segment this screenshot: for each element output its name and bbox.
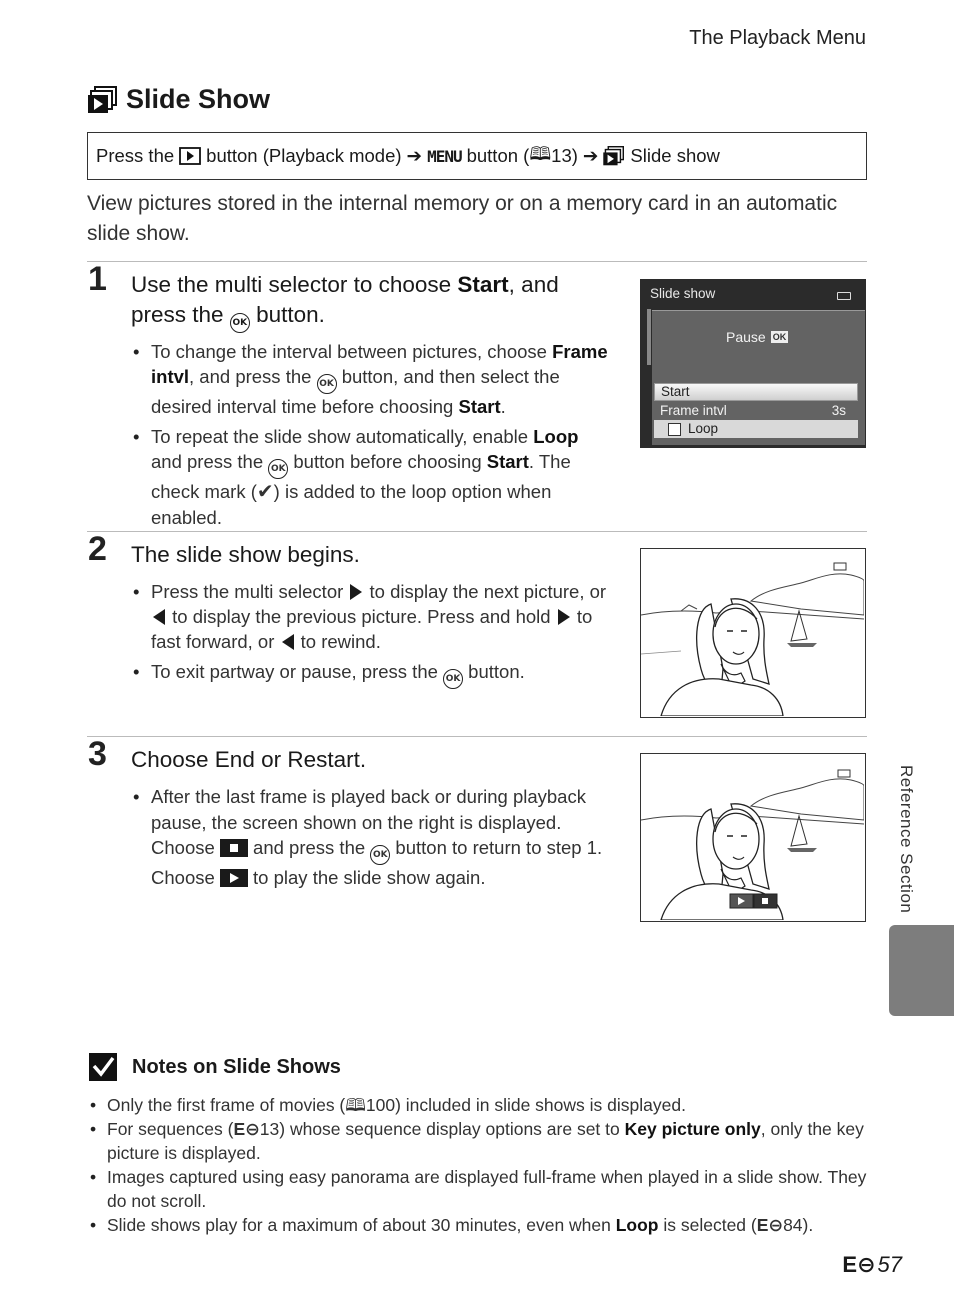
ok-button-icon: OK bbox=[230, 313, 250, 333]
step-2-number: 2 bbox=[88, 530, 107, 568]
list-item: • Images captured using easy panorama are displayed full-frame when played in a slide show. They do not scroll. bbox=[88, 1165, 873, 1213]
path-text-slideshow: Slide show bbox=[630, 145, 720, 166]
screen-menu-panel bbox=[652, 310, 865, 445]
step-3-title: Choose End or Restart. bbox=[131, 747, 367, 772]
ok-button-icon: OK bbox=[443, 669, 463, 689]
list-item: • Press the multi selector to display the next picture, or to display the previous picture. Press and hold to fast forward, or to rewind. bbox=[131, 579, 611, 654]
section-thumb-tab bbox=[889, 925, 954, 1016]
running-header: The Playback Menu bbox=[689, 27, 866, 49]
section-title-text: Slide Show bbox=[126, 84, 271, 114]
battery-icon bbox=[837, 292, 851, 300]
page-number-text: 57 bbox=[877, 1252, 902, 1277]
list-item: • After the last frame is played back or during playback pause, the screen shown on the right is displayed. Choose and press the OK button to return to step 1. Choose to play the slide show again. bbox=[131, 784, 611, 891]
illustration-slideshow-playing bbox=[640, 548, 866, 718]
restart-button-icon bbox=[220, 869, 248, 887]
path-text-button: button ( bbox=[466, 145, 530, 166]
step-2-title: The slide show begins. bbox=[131, 542, 360, 567]
notes-list bbox=[88, 1093, 873, 1237]
ok-button-icon: OK bbox=[317, 374, 337, 394]
list-item: • Only the first frame of movies (🕮100) included in slide shows is displayed. bbox=[88, 1093, 873, 1117]
screen-scroll-tab bbox=[647, 309, 651, 365]
note-check-icon bbox=[88, 1052, 118, 1082]
screen-menu-item-loop[interactable]: Loop bbox=[654, 420, 858, 438]
step-1-number: 1 bbox=[88, 260, 107, 298]
step-2-bullets bbox=[131, 579, 611, 694]
woman-by-lake-illustration bbox=[641, 549, 864, 716]
intro-paragraph: View pictures stored in the internal memory or on a memory card in an automatic slide show. bbox=[87, 192, 838, 245]
ok-box-icon: OK bbox=[772, 332, 787, 342]
screen-menu-item-start[interactable]: Start bbox=[654, 383, 858, 401]
woman-by-lake-illustration bbox=[641, 754, 864, 920]
list-item: • To exit partway or pause, press the OK button. bbox=[131, 659, 611, 689]
right-arrow-icon bbox=[558, 609, 570, 625]
reference-section-icon: E⊖ bbox=[756, 1215, 784, 1235]
notes-title-text: Notes on Slide Shows bbox=[132, 1055, 341, 1078]
section-title bbox=[88, 84, 270, 115]
slide-show-icon bbox=[603, 146, 625, 166]
path-text-playback: button (Playback mode) bbox=[206, 145, 402, 166]
reference-section-icon: E⊖ bbox=[842, 1252, 876, 1277]
step-1-title: Use the multi selector to choose Start, and press the OK button. bbox=[131, 270, 611, 333]
book-ref-icon: 🕮 bbox=[529, 143, 552, 164]
illustration-slideshow-paused bbox=[640, 753, 866, 922]
list-item: • For sequences (E⊖13) whose sequence display options are set to Key picture only, only the key picture is displayed. bbox=[88, 1117, 873, 1165]
path-text-close: ) bbox=[571, 145, 578, 166]
camera-screen-menu bbox=[640, 279, 866, 448]
menu-button-label: MENU bbox=[427, 146, 462, 166]
left-arrow-icon bbox=[282, 634, 294, 650]
page-number bbox=[842, 1252, 902, 1278]
arrow-right-icon: ➔ bbox=[406, 145, 423, 166]
pause-label: Pause OK bbox=[726, 329, 787, 345]
playback-button-icon bbox=[179, 147, 201, 165]
reference-section-icon: E⊖ bbox=[233, 1119, 260, 1139]
path-ref: 13 bbox=[551, 145, 572, 166]
list-item: • To repeat the slide show automatically, enable Loop and press the OK button before choosing Start. The check mark (✔) is added to the loop option when enabled. bbox=[131, 424, 611, 530]
left-arrow-icon bbox=[153, 609, 165, 625]
ok-button-icon: OK bbox=[370, 845, 390, 865]
list-item: • To change the interval between pictures, choose Frame intvl, and press the OK button, and then select the desired interval time before choosing Start. bbox=[131, 339, 611, 419]
arrow-right-icon: ➔ bbox=[582, 145, 599, 166]
end-button-icon bbox=[220, 839, 248, 857]
ok-button-icon: OK bbox=[268, 459, 288, 479]
divider bbox=[87, 261, 867, 262]
step-1-bullets bbox=[131, 339, 611, 535]
side-section-label: Reference Section bbox=[897, 765, 916, 914]
menu-path-box bbox=[87, 132, 867, 180]
slide-show-icon bbox=[88, 86, 118, 114]
list-item: • Slide shows play for a maximum of about 30 minutes, even when Loop is selected (E⊖84). bbox=[88, 1213, 873, 1237]
path-text-press: Press the bbox=[96, 145, 175, 166]
screen-menu-item-frame-intvl[interactable]: Frame intvl 3s bbox=[660, 403, 846, 418]
step-3-bullets bbox=[131, 784, 611, 896]
divider bbox=[87, 736, 867, 737]
divider bbox=[87, 531, 867, 532]
screen-title: Slide show bbox=[650, 286, 716, 301]
right-arrow-icon bbox=[350, 584, 362, 600]
book-ref-icon: 🕮 bbox=[345, 1095, 366, 1115]
notes-heading bbox=[88, 1052, 341, 1082]
checkbox-icon bbox=[668, 423, 681, 436]
check-mark-icon: ✔ bbox=[256, 481, 274, 503]
step-3-number: 3 bbox=[88, 735, 107, 773]
